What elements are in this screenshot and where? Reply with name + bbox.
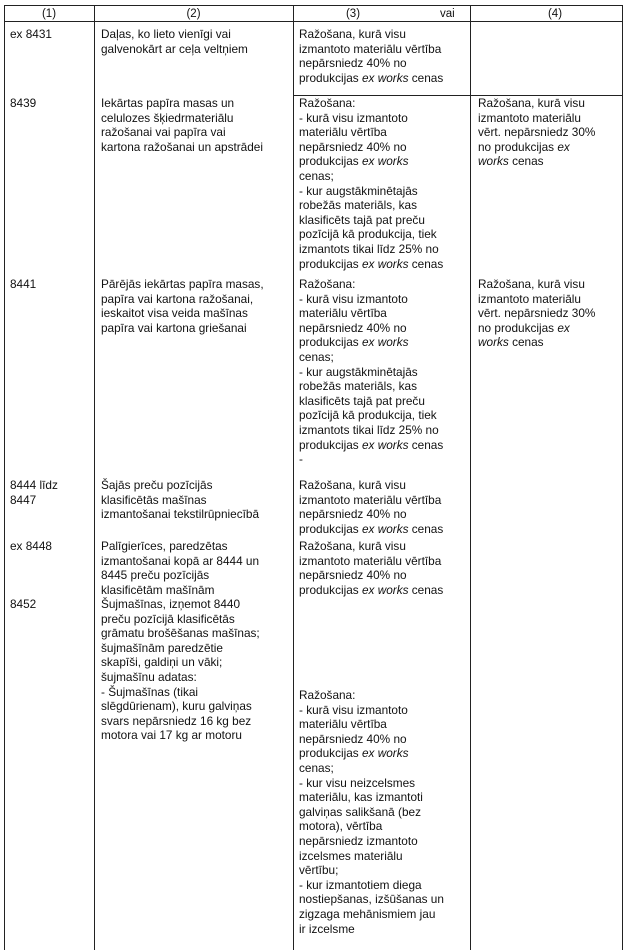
col-divider-right bbox=[622, 5, 623, 950]
col-divider-left bbox=[4, 5, 5, 950]
row-code: 8452 bbox=[10, 597, 37, 611]
row-description: Daļas, ko lieto vienīgi vai galvenokārt ar ceļa veltņiem bbox=[101, 27, 248, 56]
header-col4: (4) bbox=[547, 8, 563, 20]
row-rule-col4: Ražošana, kurā visu izmantoto materiālu vērt. nepārsniedz 30% no produkcijas ex works cenas bbox=[478, 96, 596, 169]
row-description: Palīgierīces, paredzētas izmantošanai kopā ar 8444 un 8445 preču pozīcijās klasificētām mašīnām bbox=[101, 539, 260, 597]
row-code: ex 8431 bbox=[10, 27, 52, 41]
row-rule-col3: Ražošana, kurā visu izmantoto materiālu vērtība nepārsniedz 40% no produkcijas ex works cenas bbox=[299, 27, 444, 85]
header-bottom-border bbox=[4, 21, 623, 22]
row-rule-col4: Ražošana, kurā visu izmantoto materiālu vērt. nepārsniedz 30% no produkcijas ex works cenas bbox=[478, 277, 596, 350]
col-divider-2 bbox=[293, 5, 294, 950]
header-col2: (2) bbox=[186, 8, 201, 20]
col-divider-3 bbox=[470, 5, 471, 950]
row-rule-col3: Ražošana: - kurā visu izmantoto materiālu vērtība nepārsniedz 40% no produkcijas ex works cenas; - kur augstākminētajās robežās materiāls, kas klasificēts tajā pat preču pozīcijā kā produkcija, tiek izmantots tikai līdz 25% no produkcijas ex works cenas - bbox=[299, 277, 444, 467]
row-rule-col3: Ražošana, kurā visu izmantoto materiālu vērtība nepārsniedz 40% no produkcijas ex works cenas bbox=[299, 539, 444, 597]
table-top-border bbox=[4, 5, 623, 6]
row-description: Šujmašīnas, izņemot 8440 preču pozīcijā klasificētās grāmatu brošēšanas mašīnas; šujmašīnām paredzētie skapīši, galdiņi un vāki; šujmašīnu adatas: - Šujmašīnas (tikai slēgdūrienam), kuru galviņas svars nepārsniedz 16 kg bez motora vai 17 kg ar motoru bbox=[101, 597, 260, 743]
row-rule-col3: Ražošana: - kurā visu izmantoto materiālu vērtība nepārsniedz 40% no produkcijas ex works cenas; - kur visu neizcelsmes materiālu, kas izmantoti galviņas salikšanā (bez motora), vērtība nepārsniedz izmantoto izcelsmes materiālu vērtību; - kur izmantotiem diega nostiepšanas, izšūšanas un zigzaga mehānismiem jau ir izcelsme bbox=[299, 688, 444, 936]
row-description: Pārējās iekārtas papīra masas, papīra vai kartona ražošanai, ieskaitot visa veida mašīnas papīra vai kartona griešanai bbox=[101, 277, 264, 335]
row-description: Šajās preču pozīcijās klasificētās mašīnas izmantošanai tekstilrūpniecībā bbox=[101, 478, 260, 522]
row-description: Iekārtas papīra masas un celulozes šķiedrmateriālu ražošanai vai papīra vai kartona ražošanai un apstrādei bbox=[101, 96, 263, 154]
header-col3: (3) bbox=[345, 8, 361, 20]
row-rule-col3: Ražošana: - kurā visu izmantoto materiālu vērtība nepārsniedz 40% no produkcijas ex works cenas; - kur augstākminētajās robežās materiāls, kas klasificēts tajā pat preču pozīcijā kā produkcija, tiek izmantots tikai līdz 25% no produkcijas ex works cenas bbox=[299, 96, 444, 271]
row-code: 8441 bbox=[10, 277, 37, 291]
row-rule-col3: Ražošana, kurā visu izmantoto materiālu vērtība nepārsniedz 40% no produkcijas ex works cenas bbox=[299, 478, 444, 536]
header-col1: (1) bbox=[41, 8, 57, 20]
row-code: ex 8448 bbox=[10, 539, 52, 553]
header-vai: vai bbox=[440, 8, 455, 20]
row-code: 8444 līdz 8447 bbox=[10, 478, 58, 507]
row-code: 8439 bbox=[10, 96, 37, 110]
col-divider-1 bbox=[94, 5, 95, 950]
